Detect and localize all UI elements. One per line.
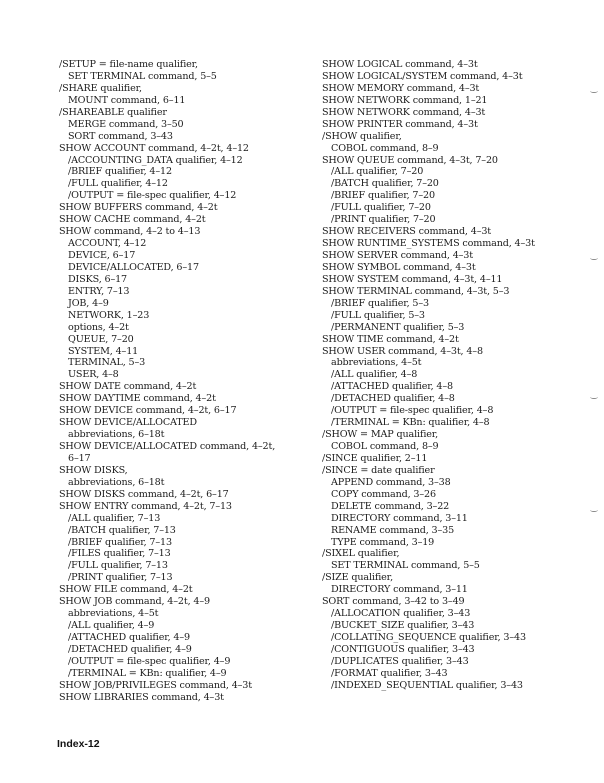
index-entry: SHOW QUEUE command, 4–3t, 7–20 (322, 154, 498, 166)
index-subentry: /BUCKET_SIZE qualifier, 3–43 (331, 620, 475, 632)
index-subentry: TYPE command, 3–19 (331, 536, 435, 548)
index-entry: SHOW DAYTIME command, 4–2t (59, 393, 216, 405)
index-subentry: /BRIEF qualifier, 5–3 (331, 297, 429, 309)
index-subentry: /TERMINAL = KBn: qualifier, 4–8 (331, 417, 490, 429)
index-entry: SHOW USER command, 4–3t, 4–8 (322, 345, 483, 357)
index-entry: SHOW DATE command, 4–2t (59, 381, 197, 393)
index-subentry: ENTRY, 7–13 (68, 285, 130, 297)
index-subentry: RENAME command, 3–35 (331, 524, 455, 536)
index-entry: SHOW DEVICE/ALLOCATED command, 4–2t, (59, 441, 276, 452)
index-subentry: /BRIEF qualifier, 7–13 (68, 536, 172, 548)
index-subentry: /DETACHED qualifier, 4–8 (331, 393, 455, 405)
index-subentry: MOUNT command, 6–11 (68, 94, 186, 106)
page-footer-label: Index-12 (57, 738, 100, 750)
index-subentry: /BRIEF qualifier, 7–20 (331, 190, 435, 202)
index-subentry: abbreviations, 6–18t (68, 476, 165, 488)
index-entry: SHOW LOGICAL/SYSTEM command, 4–3t (322, 70, 523, 82)
index-subentry: /FILES qualifier, 7–13 (68, 548, 171, 560)
index-subentry: SET TERMINAL command, 5–5 (68, 70, 217, 82)
margin-mark (590, 89, 598, 93)
index-subentry: /FULL qualifier, 7–13 (68, 560, 168, 572)
index-entry: /SHARE qualifier, (59, 82, 142, 94)
index-subentry: abbreviations, 4–5t (68, 608, 159, 620)
index-entry: /SHAREABLE qualifier (59, 106, 167, 118)
index-entry: SHOW FILE command, 4–2t (59, 584, 193, 596)
index-subentry: /BATCH qualifier, 7–20 (331, 178, 439, 190)
index-subentry: DEVICE/ALLOCATED, 6–17 (68, 261, 199, 273)
index-subentry: ACCOUNT, 4–12 (68, 238, 147, 250)
index-subentry: DELETE command, 3–22 (331, 500, 450, 512)
index-subentry: DIRECTORY command, 3–11 (331, 512, 468, 524)
index-subentry: abbreviations, 6–18t (68, 429, 165, 441)
index-subentry: /DUPLICATES qualifier, 3–43 (331, 655, 469, 667)
index-entry: SHOW SYMBOL command, 4–3t (322, 261, 476, 273)
index-entry: SHOW DISKS, (59, 464, 128, 476)
index-entry: SHOW NETWORK command, 1–21 (322, 94, 488, 106)
index-subentry: /ACCOUNTING_DATA qualifier, 4–12 (68, 154, 243, 166)
index-subentry: /BRIEF qualifier, 4–12 (68, 166, 172, 178)
index-entry: SHOW SERVER command, 4–3t (322, 250, 473, 261)
margin-mark (590, 508, 598, 512)
index-subentry: DIRECTORY command, 3–11 (331, 584, 468, 596)
index-subentry: APPEND command, 3–38 (331, 476, 451, 488)
index-entry: SHOW RECEIVERS command, 4–3t (322, 226, 491, 238)
index-entry: SHOW ACCOUNT command, 4–2t, 4–12 (59, 142, 249, 154)
index-entry: SHOW TIME command, 4–2t (322, 333, 459, 345)
index-entry: SHOW NETWORK command, 4–3t (322, 106, 486, 118)
index-column-left (59, 59, 311, 704)
index-entry: SORT command, 3–42 to 3–49 (322, 596, 465, 608)
index-subentry: /PRINT qualifier, 7–13 (68, 572, 173, 584)
index-entry: /SINCE = date qualifier (322, 464, 435, 476)
index-subentry: /ALL qualifier, 7–13 (68, 512, 161, 524)
index-subentry: 6–17 (68, 452, 91, 464)
index-subentry: /OUTPUT = file-spec qualifier, 4–8 (331, 405, 494, 417)
margin-mark (590, 395, 598, 399)
index-subentry: USER, 4–8 (68, 369, 119, 381)
index-subentry: JOB, 4–9 (68, 297, 109, 309)
index-entry: /SHOW = MAP qualifier, (322, 429, 439, 441)
index-subentry: abbreviations, 4–5t (331, 357, 422, 369)
index-entry: SHOW BUFFERS command, 4–2t (59, 202, 218, 214)
index-subentry: options, 4–2t (68, 321, 129, 333)
index-entry: SHOW DISKS command, 4–2t, 6–17 (59, 488, 229, 500)
index-subentry: /PERMANENT qualifier, 5–3 (331, 321, 465, 333)
index-entry: SHOW ENTRY command, 4–2t, 7–13 (59, 500, 232, 512)
index-entry: SHOW MEMORY command, 4–3t (322, 82, 480, 94)
index-subentry: COBOL command, 8–9 (331, 441, 439, 452)
index-subentry: /OUTPUT = file-spec qualifier, 4–9 (68, 655, 231, 667)
index-subentry: /FULL qualifier, 4–12 (68, 178, 168, 190)
index-subentry: /OUTPUT = file-spec qualifier, 4–12 (68, 190, 237, 202)
index-subentry: COPY command, 3–26 (331, 488, 436, 500)
index-entry: /SINCE qualifier, 2–11 (322, 452, 428, 464)
index-subentry: TERMINAL, 5–3 (68, 357, 146, 369)
index-subentry: /PRINT qualifier, 7–20 (331, 214, 436, 226)
index-entry: SHOW PRINTER command, 4–3t (322, 118, 478, 130)
index-entry: /SIZE qualifier, (322, 572, 393, 584)
index-entry: /SETUP = file-name qualifier, (59, 59, 198, 70)
index-subentry: /TERMINAL = KBn: qualifier, 4–9 (68, 667, 227, 679)
index-subentry: SORT command, 3–43 (68, 130, 173, 142)
index-entry: SHOW TERMINAL command, 4–3t, 5–3 (322, 285, 510, 297)
index-entry: SHOW JOB/PRIVILEGES command, 4–3t (59, 679, 252, 691)
index-subentry: /COLLATING_SEQUENCE qualifier, 3–43 (331, 632, 526, 643)
index-subentry: /FORMAT qualifier, 3–43 (331, 667, 448, 679)
index-subentry: QUEUE, 7–20 (68, 333, 134, 345)
index-column-right (322, 59, 592, 692)
index-subentry: DEVICE, 6–17 (68, 250, 136, 261)
index-subentry: /ALL qualifier, 4–9 (68, 620, 155, 632)
index-subentry: /FULL qualifier, 5–3 (331, 309, 425, 321)
index-subentry: /ALLOCATION qualifier, 3–43 (331, 608, 471, 620)
index-subentry: MERGE command, 3–50 (68, 118, 184, 130)
index-entry: /SHOW qualifier, (322, 130, 402, 142)
index-entry: SHOW RUNTIME_SYSTEMS command, 4–3t (322, 238, 535, 250)
index-subentry: COBOL command, 8–9 (331, 142, 439, 154)
index-subentry: /ATTACHED qualifier, 4–9 (68, 632, 190, 643)
index-entry: SHOW JOB command, 4–2t, 4–9 (59, 596, 210, 608)
index-entry: SHOW LIBRARIES command, 4–3t (59, 691, 224, 703)
index-subentry: /ATTACHED qualifier, 4–8 (331, 381, 453, 393)
index-subentry: /FULL qualifier, 7–20 (331, 202, 431, 214)
margin-mark (590, 256, 598, 260)
index-subentry: /CONTIGUOUS qualifier, 3–43 (331, 643, 475, 655)
index-subentry: /DETACHED qualifier, 4–9 (68, 643, 192, 655)
index-subentry: DISKS, 6–17 (68, 273, 128, 285)
index-subentry: /ALL qualifier, 7–20 (331, 166, 424, 178)
index-entry: SHOW DEVICE command, 4–2t, 6–17 (59, 405, 237, 417)
index-subentry: NETWORK, 1–23 (68, 309, 150, 321)
index-subentry: /BATCH qualifier, 7–13 (68, 524, 176, 536)
index-subentry: SYSTEM, 4–11 (68, 345, 139, 357)
index-subentry: /ALL qualifier, 4–8 (331, 369, 418, 381)
index-entry: SHOW command, 4–2 to 4–13 (59, 226, 201, 238)
index-entry: /SIXEL qualifier, (322, 548, 400, 560)
index-entry: SHOW SYSTEM command, 4–3t, 4–11 (322, 273, 503, 285)
index-subentry: /INDEXED_SEQUENTIAL qualifier, 3–43 (331, 679, 523, 691)
index-entry: SHOW DEVICE/ALLOCATED (59, 417, 197, 429)
index-entry: SHOW LOGICAL command, 4–3t (322, 59, 478, 70)
index-subentry: SET TERMINAL command, 5–5 (331, 560, 480, 572)
index-entry: SHOW CACHE command, 4–2t (59, 214, 206, 226)
